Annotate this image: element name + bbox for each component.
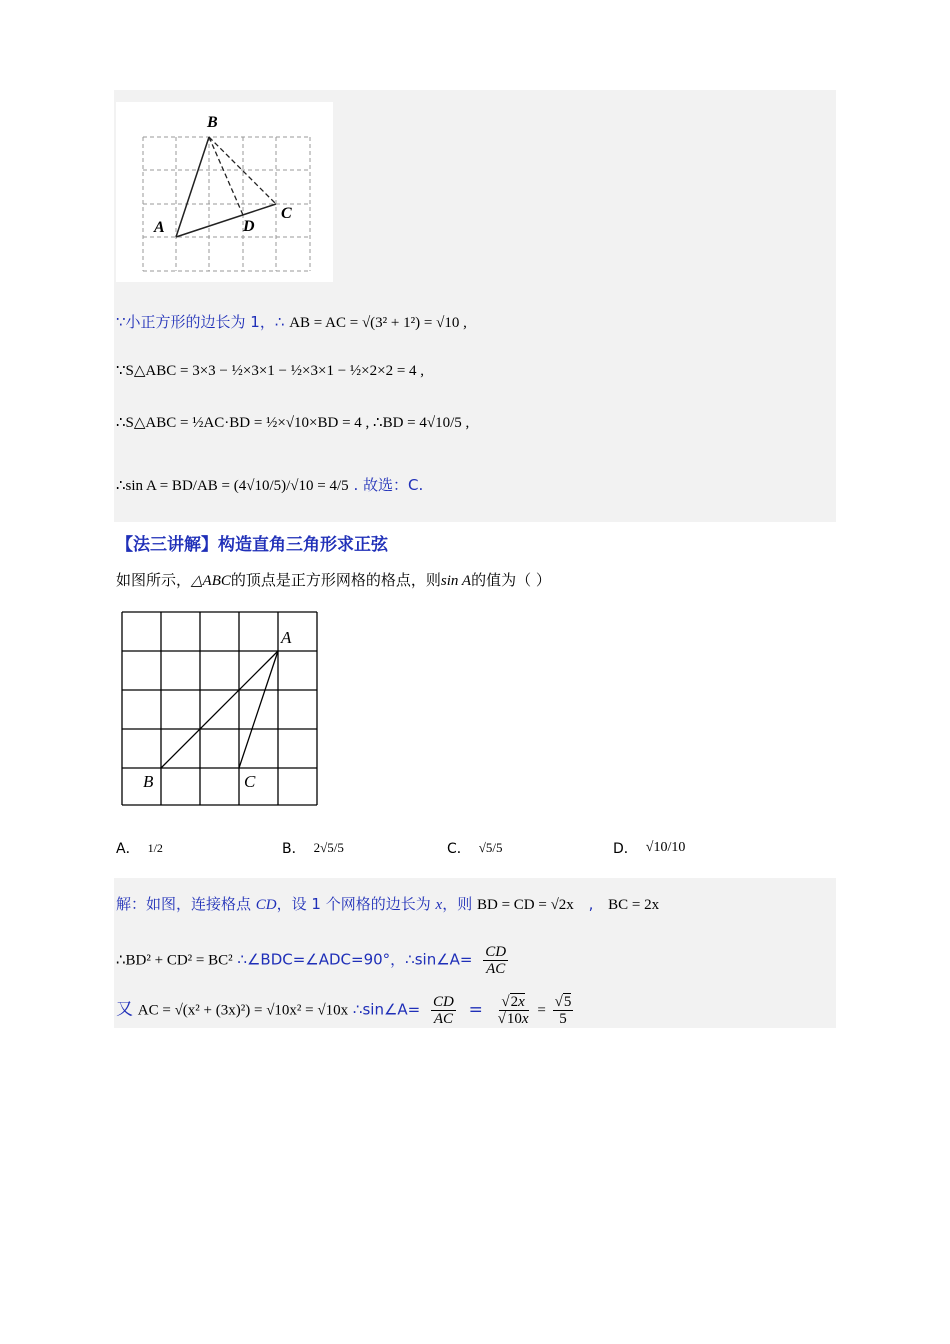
sol2-line1-math: BD = CD = √2x	[476, 897, 574, 913]
option-d-label: D．	[613, 841, 638, 857]
fig1-label-d: D	[243, 218, 255, 235]
fig1-label-a: A	[154, 219, 165, 236]
sol2-line1-text3: ，则	[442, 895, 473, 913]
option-b-value: 2√5/5	[313, 840, 344, 855]
sol1-line3-math: ∴S△ABC = ½AC·BD = ½×√10×BD = 4 , ∴BD = 4√10/5 ,	[116, 415, 470, 431]
sol1-line-3	[116, 412, 469, 433]
sol1-line-2	[116, 360, 424, 381]
sol2-line3-fraction-b: $\frac{√2x}{√10x}$	[497, 994, 529, 1027]
triangle-abc	[176, 137, 276, 237]
option-c[interactable]	[447, 838, 503, 858]
figure-1	[116, 102, 333, 282]
fig2-label-c: C	[244, 772, 256, 791]
fig2-label-b: B	[143, 772, 154, 791]
sol2-line3-prefix: 又	[116, 999, 133, 1020]
question-triangle: △ABC	[191, 573, 231, 589]
fig1-label-c: C	[281, 205, 292, 222]
sol2-line3-fraction-c: $\frac{√5}{5}$	[554, 994, 572, 1027]
sol2-line2-math: ∴BD² + CD² = BC²	[116, 952, 233, 969]
sol2-line1-text2: ，设 1 个网格的边长为	[276, 895, 431, 913]
dashed-grid	[143, 137, 310, 271]
sol1-line4-text: . 故选：C.	[353, 476, 424, 494]
sol2-line2-fraction: $\frac{CD}{AC}$	[485, 944, 507, 977]
sol2-line3-fraction-a: $\frac{CD}{AC}$	[433, 994, 454, 1027]
sol2-line2-text: ∴∠BDC=∠ADC=90°，∴sin∠A=	[237, 950, 473, 969]
triangle-abc-2	[161, 651, 278, 768]
sol1-line-4	[116, 475, 423, 496]
option-a-value: 1/2	[147, 840, 163, 855]
option-c-label: C．	[447, 841, 471, 857]
figure-2	[120, 610, 320, 808]
question-text-b: 的顶点是正方形网格的格点，则	[230, 571, 441, 589]
question-text-a: 如图所示，	[116, 571, 192, 589]
sol2-line-2	[116, 944, 510, 977]
section-heading: 【法三讲解】构造直角三角形求正弦	[116, 535, 388, 555]
sol2-line3-text: ∴sin∠A=	[352, 1000, 421, 1019]
option-a[interactable]	[116, 838, 163, 858]
option-d[interactable]	[613, 838, 685, 858]
option-a-label: A．	[116, 841, 140, 857]
option-b-label: B．	[282, 841, 306, 857]
sol1-line1-text: ∵小正方形的边长为 1，∴	[116, 313, 285, 331]
sol1-line1-math: AB = AC = √(3² + 1²) = √10 ,	[289, 315, 467, 331]
figure-1-svg	[116, 102, 333, 282]
sol2-line1-x: x	[435, 897, 443, 913]
sol1-line2-math: ∵S△ABC = 3×3 − ½×3×1 − ½×3×1 − ½×2×2 = 4 ,	[116, 363, 425, 379]
question-text	[116, 569, 551, 590]
sol2-line1-text: 解：如图，连接格点	[116, 895, 252, 913]
sol2-line3-math: AC = √(x² + (3x)²) = √10x² = √10x	[137, 1002, 349, 1019]
fig2-label-a: A	[281, 628, 292, 647]
option-c-value: √5/5	[478, 840, 503, 855]
sol1-line4-math: ∴sin A = BD/AB = (4√10/5)/√10 = 4/5	[116, 478, 349, 494]
question-sin-a: sin A	[440, 573, 472, 589]
sol2-line-3: 又 AC = √(x² + (3x)²) = √10x² = √10x ∴sin∠A= $\frac{CD}{AC}$ = $\frac{√2x}{√10x}$ = $\frac{√5}{5}$	[116, 994, 572, 1027]
option-b[interactable]	[282, 838, 344, 858]
sol2-line-1: 解：如图，连接格点 CD，设 1 个网格的边长为 x，则 BD = CD = √2x , BC = 2x	[116, 895, 660, 913]
sol2-line1-math2: BC = 2x	[608, 897, 660, 913]
option-d-value: √10/10	[645, 840, 686, 855]
sol1-line-1	[116, 312, 467, 333]
question-text-c: 的值为（ ）	[471, 571, 551, 589]
sol2-line1-cd: CD	[255, 897, 277, 913]
fig1-label-b: B	[207, 114, 218, 131]
